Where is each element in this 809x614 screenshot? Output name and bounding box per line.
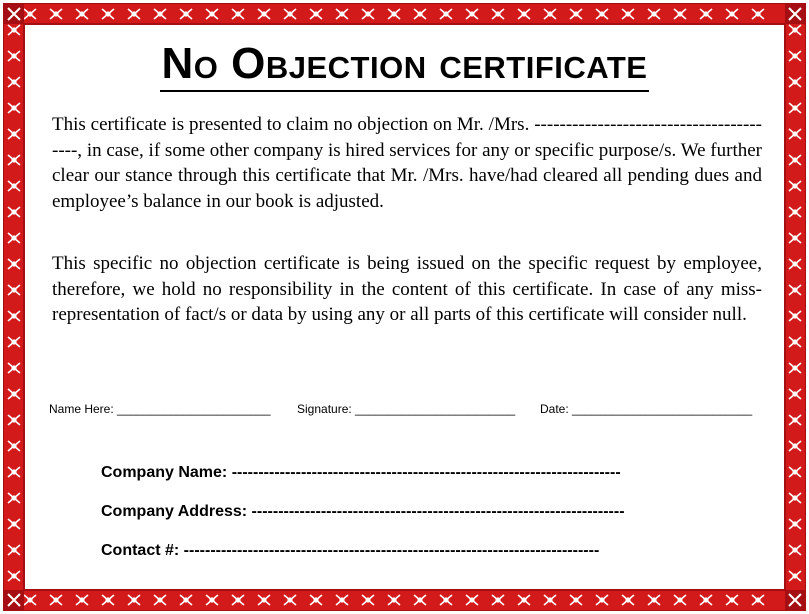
paragraph-2: This specific no objection certificate is being issued on the specific request by employee, therefore, we hold no responsibility in the content of this certificate. In case of any miss-representation of fact/s or data by using any or all parts of this certificate will consider null. xyxy=(52,253,762,325)
company-name-field: Company Name: ------------------------------------------------------------------------- xyxy=(101,464,621,481)
contact-field: Contact #: ------------------------------------------------------------------------------ xyxy=(101,542,600,559)
name-here-field: Name Here: _______________________ xyxy=(49,402,271,416)
paragraph-1: This certificate is presented to claim no objection on Mr. /Mrs. ----------------------------------------, in case, if some other company is hired services for any or specific purpose/s. We further clear our stance through this certificate that Mr. /Mrs. have/had cleared all pending dues and employee’s balance in our book is adjusted. xyxy=(52,114,762,212)
signature-field: Signature: ________________________ xyxy=(297,402,516,416)
page-title xyxy=(0,38,809,92)
date-field: Date: ___________________________ xyxy=(540,402,753,416)
company-address-field: Company Address: ---------------------------------------------------------------------- xyxy=(101,503,625,520)
title-text: No Objection certificate xyxy=(160,38,650,92)
